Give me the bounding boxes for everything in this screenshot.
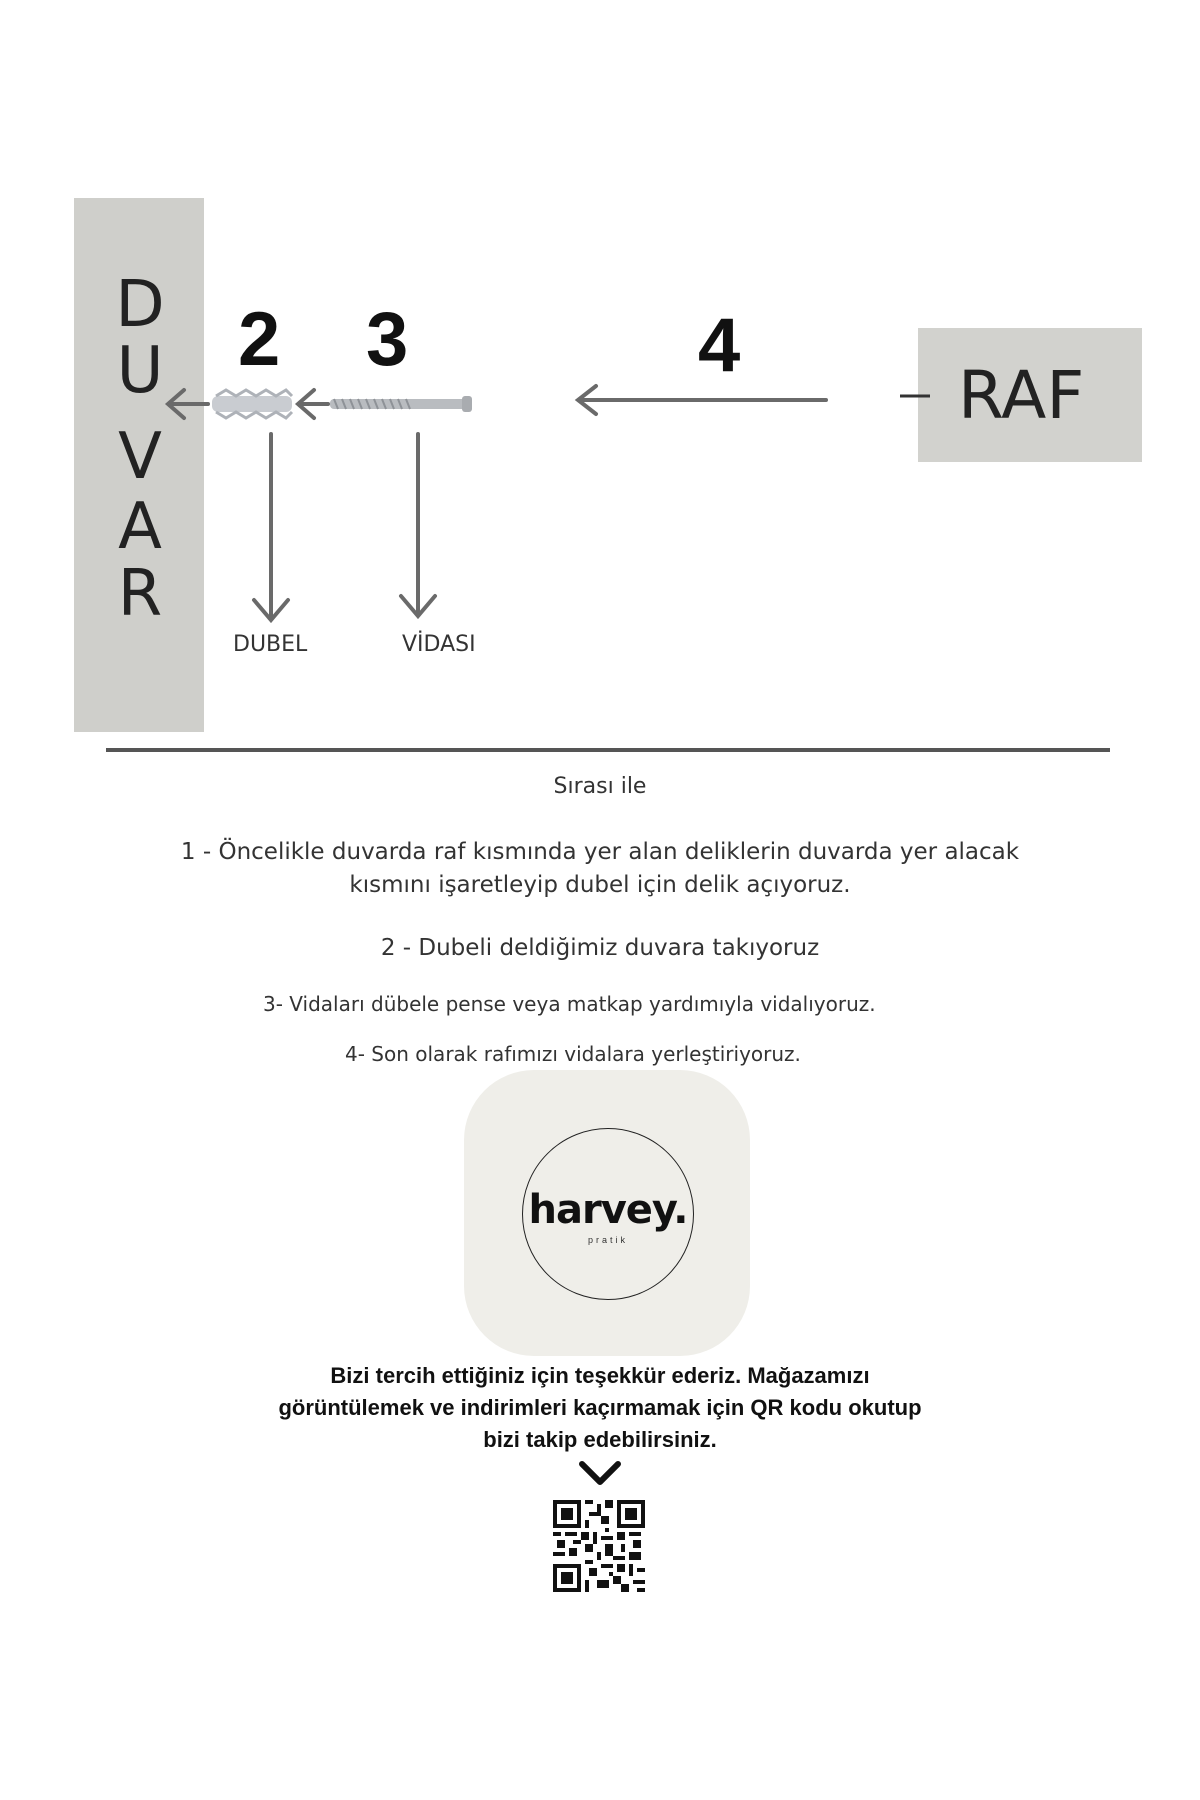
wall-letter: D bbox=[115, 268, 165, 342]
logo-circle bbox=[522, 1128, 694, 1300]
shelf-label: RAF bbox=[958, 357, 1085, 434]
mounting-diagram bbox=[0, 0, 1200, 760]
chevron-down-icon bbox=[577, 1458, 623, 1488]
wall-letter: R bbox=[117, 557, 163, 631]
thank-you-line-2: görüntülemek ve indirimleri kaçırmamak için QR kodu okutup bbox=[278, 1395, 922, 1420]
thank-you-line-3: bizi takip edebilirsiniz. bbox=[483, 1427, 717, 1452]
brand-logo bbox=[464, 1070, 750, 1356]
instructions-intro: Sırası ile bbox=[553, 774, 647, 799]
wall-letter: V bbox=[118, 420, 162, 494]
instruction-step-1 bbox=[150, 836, 1050, 902]
step-number-4: 4 bbox=[698, 303, 741, 388]
arrow-down-icon bbox=[401, 434, 435, 616]
step-number-3: 3 bbox=[366, 297, 409, 382]
dubel-plug-icon bbox=[212, 390, 292, 418]
arrow-left-icon bbox=[298, 390, 328, 418]
dubel-label: DUBEL bbox=[233, 632, 308, 657]
logo-wordmark: harvey. bbox=[528, 1187, 688, 1233]
instruction-step-1-line-1: 1 - Öncelikle duvarda raf kısmında yer alan deliklerin duvarda yer alacak bbox=[180, 839, 1020, 865]
arrow-left-icon bbox=[168, 390, 208, 418]
screw-icon bbox=[330, 396, 472, 412]
logo-subtext: pratik bbox=[587, 1235, 628, 1245]
arrow-left-icon bbox=[578, 386, 826, 414]
diagram-arrows bbox=[0, 0, 1200, 760]
instruction-step-1-line-2: kısmını işaretleyip dubel için delik açıyoruz. bbox=[349, 872, 851, 898]
vidasi-label: VİDASI bbox=[402, 632, 476, 657]
thank-you-message bbox=[220, 1360, 980, 1456]
section-divider bbox=[106, 748, 1110, 752]
instruction-step-4: 4- Son olarak rafımızı vidalara yerleştiriyoruz. bbox=[345, 1042, 801, 1066]
wall-letter: U bbox=[116, 334, 164, 408]
qr-code-icon[interactable] bbox=[553, 1500, 645, 1592]
wall-letter: A bbox=[118, 490, 162, 564]
instruction-step-3: 3- Vidaları dübele pense veya matkap yardımıyla vidalıyoruz. bbox=[263, 992, 876, 1016]
arrow-down-icon bbox=[254, 434, 288, 620]
instruction-step-2: 2 - Dubeli deldiğimiz duvara takıyoruz bbox=[380, 935, 820, 961]
thank-you-line-1: Bizi tercih ettiğiniz için teşekkür ederiz. Mağazamızı bbox=[330, 1363, 870, 1388]
step-number-2: 2 bbox=[238, 297, 281, 382]
